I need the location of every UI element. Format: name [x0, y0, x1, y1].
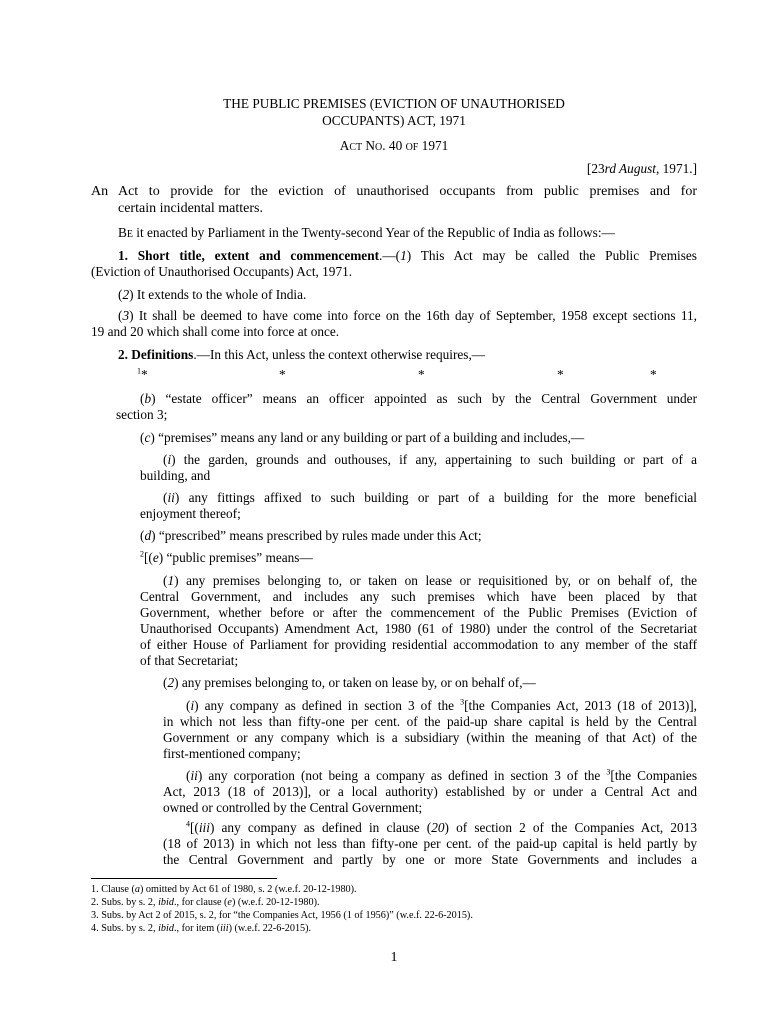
- footnote-2: 2. Subs. by s. 2, ibid., for clause (e) (w.e.f. 20-12-1980).: [91, 897, 320, 908]
- act-title-line-2: OCCUPANTS) ACT, 1971: [322, 113, 466, 128]
- clause-e-heading: $^2$[(e) “public premises” means—: [140, 549, 313, 565]
- omission-star: *: [650, 367, 657, 382]
- footnote-3: 3. Subs. by Act 2 of 2015, s. 2, for “the Companies Act, 1956 (1 of 1956)” (w.e.f. 22-6-2015).: [91, 910, 473, 921]
- footnote-4: 4. Subs. by s. 2, ibid., for item (iii) (w.e.f. 22-6-2015).: [91, 923, 312, 934]
- section-1-line-1: 1. Short title, extent and commencement.—(1) This Act may be called the Public Premises: [118, 248, 697, 263]
- act-number: ACT NO. 40 OF 1971: [339, 138, 449, 153]
- clause-e-2-ii-line-1: (ii) any corporation (not being a company as defined in section 3 of the $^3$[the Companies: [186, 767, 698, 783]
- omission-star: *: [279, 367, 286, 382]
- clause-e-2-iii-line-1: $^4$[(iii) any company as defined in clause (20) of section 2 of the Companies Act, 2013: [186, 819, 697, 835]
- section-1-subsection-3-line-2: 19 and 20 which shall come into force at once.: [91, 324, 340, 339]
- clause-e-2-ii-line-2: Act, 2013 (18 of 2013)], or a local authority) established by or under a Central Act and: [163, 784, 697, 799]
- clause-c-ii-line-1: (ii) any fittings affixed to such building or part of a building for the more beneficial: [163, 490, 697, 505]
- act-title-line-1: THE PUBLIC PREMISES (EVICTION OF UNAUTHORISED: [223, 96, 565, 111]
- clause-e-1-line-3: Government, whether before or after the commencement of the Public Premises (Eviction of: [140, 605, 697, 620]
- clause-e-1-line-5: of either House of Parliament for providing residential accommodation to any member of the staff: [140, 637, 697, 652]
- omitted-clause-marker: $^1$*: [137, 366, 148, 382]
- clause-e-2-i-line-3: Government or any company which is a subsidiary (within the meaning of that Act) of the: [163, 730, 697, 745]
- clause-d: (d) “prescribed” means prescribed by rules made under this Act;: [140, 528, 482, 543]
- long-title-line-2: certain incidental matters.: [118, 201, 263, 216]
- clause-e-1-line-1: (1) any premises belonging to, or taken on lease or requisitioned by, or on behalf of, the: [163, 573, 697, 588]
- clause-c-i-line-1: (i) the garden, grounds and outhouses, if any, appertaining to such building or part of a: [163, 452, 697, 467]
- section-1-subsection-2: (2) It extends to the whole of India.: [118, 287, 307, 302]
- clause-e-2-i-line-1: (i) any company as defined in section 3 of the $^3$[the Companies Act, 2013 (18 of 2013)],: [186, 697, 697, 713]
- section-2-heading: 2. Definitions.—In this Act, unless the context otherwise requires,—: [118, 347, 486, 362]
- clause-b-line-1: (b) “estate officer” means an officer appointed as such by the Central Government under: [140, 391, 697, 406]
- clause-e-1-line-2: Central Government, and includes any such premises which have been placed by that: [140, 589, 697, 604]
- footnote-separator: [91, 878, 277, 879]
- footnote-1: 1. Clause (a) omitted by Act 61 of 1980, s. 2 (w.e.f. 20-12-1980).: [91, 884, 357, 895]
- clause-c-ii-line-2: enjoyment thereof;: [140, 506, 241, 521]
- omission-star: *: [557, 367, 564, 382]
- long-title-line-1: An Act to provide for the eviction of unauthorised occupants from public premises and for: [91, 184, 697, 199]
- clause-e-2-i-line-4: first-mentioned company;: [163, 746, 301, 761]
- section-1-subsection-3-line-1: (3) It shall be deemed to have come into force on the 16th day of September, 1958 except sections 11,: [118, 308, 697, 323]
- section-1-line-2: (Eviction of Unauthorised Occupants) Act, 1971.: [91, 264, 353, 279]
- clause-c-i-line-2: building, and: [140, 468, 211, 483]
- enacting-formula: BE it enacted by Parliament in the Twenty-second Year of the Republic of India as follows:—: [118, 225, 615, 240]
- clause-e-1-line-6: of that Secretariat;: [140, 653, 239, 668]
- clause-c-line-1: (c) “premises” means any land or any building or part of a building and includes,—: [140, 430, 585, 445]
- act-date: [23rd August, 1971.]: [586, 161, 697, 176]
- clause-e-2-i-line-2: in which not less than fifty-one per cent. of the paid-up share capital is held by the Central: [163, 714, 697, 729]
- clause-e-2-iii-line-3: the Central Government and partly by one or more State Governments and includes a: [163, 852, 697, 867]
- clause-e-1-line-4: Unauthorised Occupants) Amendment Act, 1980 (61 of 1980) under the control of the Secretariat: [140, 621, 697, 636]
- clause-e-2-iii-line-2: (18 of 2013) in which not less than fifty-one per cent. of the paid-up capital is held partly by: [163, 836, 697, 851]
- clause-e-2-ii-line-3: owned or controlled by the Central Government;: [163, 800, 423, 815]
- omission-star: *: [418, 367, 425, 382]
- clause-b-line-2: section 3;: [116, 407, 168, 422]
- page-number: 1: [390, 950, 398, 965]
- clause-e-2-line-1: (2) any premises belonging to, or taken on lease by, or on behalf of,—: [163, 675, 536, 690]
